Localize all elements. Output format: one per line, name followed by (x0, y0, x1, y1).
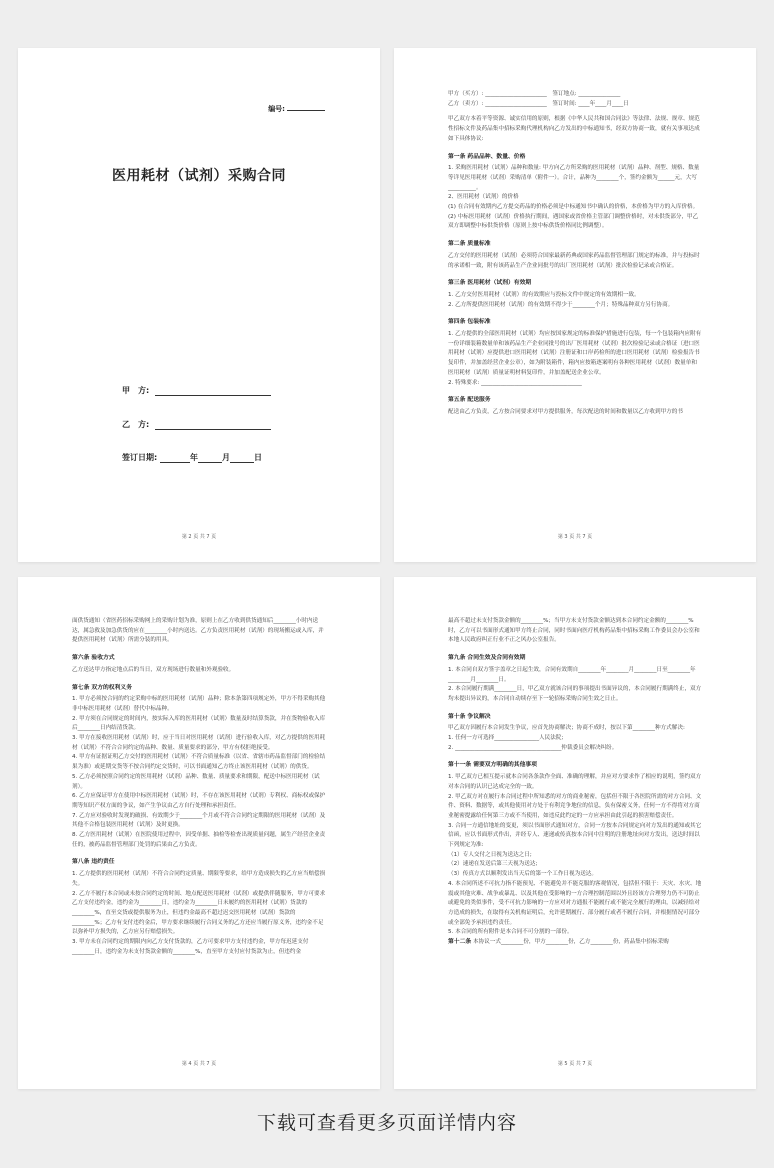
paragraph: （3）传真方式以顺利发出当天后的第一个工作日视为送达。 (448, 871, 597, 878)
paragraph: 1. 本合同自双方签字盖章之日起生效，合同有效期自________年________月________日至________年________月________日。 (448, 666, 696, 683)
paragraph: 2. 本合同履行期满________日，甲乙双方就该合同的事项提出书面异议的，本合同履行期满终止，双方均未提出异议的，本合同自动续存至下一轮招标采购合同生效之日止。 (448, 686, 702, 702)
paragraph: 1. 乙方提供的全部医用耗材（试剂）均应按国家规定的标准保护措施进行包装，每一个包装箱内应附有一份详细装箱数量单和该药品生产企业同批号的出厂医用耗材（试剂）批次检验记录或合格证（进口医用耗材（试剂）应提供进口医用耗材（试剂）注册证和口岸药检所的进口医用耗材（试剂）检验报告书复印件，并加盖经营企业公章），如为附装箱件，箱内应按箱逐案明有各种医用耗材（试剂）数量单和医用耗材（试剂）质量证明材料复印件，并加盖配送企业公章。 (448, 331, 702, 376)
year-label: 年 (190, 453, 198, 462)
page-number: 第 5 页 共 7 页 (557, 1061, 593, 1067)
paragraph: 2. ______________________________________仲裁委员会解决纠纷。 (448, 744, 618, 751)
intro-paragraph: 甲乙双方本着平等资源、诚实信用的原则，根据《中华人民共和国合同法》等法律、法规、规章、规范性招标文件及药品集中招标采购代理机构向乙方发出的中标通知书，经双方协商一致，就有关事项达成如下具体协议: (448, 116, 700, 142)
contract-number-blank (287, 110, 325, 111)
paragraph: 本协议一式________份，甲方________份，乙方________份，药品集中招标采购 (472, 939, 669, 946)
paragraph: 3. 合同一方通信地址的变更，须以书面形式通知对方，合同一方按本合同规定向对方发出的通知或其它信函，应以书面形式作出，并经专人、速递或传真按本合同中注明的注册地址向对方发出，送达时间以下列规定为准: (448, 822, 702, 849)
contract-page-cover (18, 48, 380, 562)
day-label: 日 (254, 453, 262, 462)
download-more-caption[interactable]: 下载可查看更多页面详情内容 (256, 1112, 517, 1134)
page-body (448, 90, 702, 418)
paragraph: 1. 甲方必须按合同的约定采购中标的医用耗材（试剂）品种；除本条第四项规定外，甲方不得采购其他非中标医用耗材（试剂）替代中标品种。 (72, 696, 326, 712)
paragraph: 5. 乙方必须按照合同约定的医用耗材（试剂）品种、数量、质量要求和期限，配送中标医用耗材（试剂）。 (72, 773, 320, 790)
section-heading: 第九条 合同生效及合同有效期 (448, 655, 526, 662)
paragraph: 1. 甲乙双方已相互提示就本合同各条款作全面、准确的理解，并应对方要求作了相应的说明，签约双方对本合同的认识已达成完全的一致。 (448, 774, 702, 790)
paragraph: (2) 中标医用耗材（试剂）价格执行期间，遇国家或省价格主管部门调整价格时，对未供货部分，甲乙双方即调整中标供货价格（原则上按中标供货价格同比例调整）。 (448, 213, 699, 230)
sign-date-row (122, 452, 262, 463)
party-b-label: 乙 方: (122, 420, 150, 429)
paragraph: 2. 甲乙双方对在履行本合同过程中所知悉的对方的商业秘密，包括但不限于各医院所需的对方合同、文件、资料、数据等，或其他使用对方处于有利竞争地位的信息，负有保密义务，任何一方不得将对方商业秘密提露给任何第三方或不当使用，如违反此约定的一方应承担由此引起的损害赔偿责任。 (448, 793, 702, 819)
paragraph: 2. 特殊要求: ____________________________________ (448, 379, 582, 386)
paragraph: 2、医用耗材（试剂）的价格 (448, 194, 519, 201)
month-blank (198, 453, 222, 463)
paragraph: 5. 本合同的所有附件是本合同不可分割的一部份。 (448, 929, 573, 936)
contract-page-3 (394, 48, 756, 562)
section-heading: 第四条 包装标准 (448, 319, 491, 326)
paragraph: 1. 采购医用耗材（试剂）品种和数量: 甲方向乙方所采购的医用耗材（试剂）品种、剂型、规格、数量等详见医用耗材（试剂）采购清单（附件一）。合计，品种为________个，签约金额为______元，大写__________。 (448, 165, 700, 191)
contract-page-4 (18, 577, 380, 1089)
section-heading: 第十一条 需要双方明确的其他事项 (448, 762, 537, 769)
section-heading: 第十二条 (448, 939, 472, 946)
paragraph: (1) 在合同有效期内乙方提交药品的价格必须是中标通知书中确认的价格，本价格为甲方的入库价格。 (448, 204, 699, 211)
paragraph: （2）速递在发送后第三天视为送达; (448, 861, 538, 868)
section-heading: 第十条 争议解决 (448, 713, 491, 720)
contract-page-5 (394, 577, 756, 1089)
paragraph: 4. 甲方有证据证明乙方交付的医用耗材（试剂）不符合质量标准（以省、省辖市药品监督部门的检验结果为准）或延期交货等不按合同约定交货时，可以书面通知乙方终止该医用耗材（试剂）的供货。 (72, 754, 326, 771)
month-label: 月 (222, 453, 230, 462)
paragraph: 甲乙双方因履行本合同发生争议，应首先协商解决；协商不成时，按以下第________种方式解决: (448, 725, 685, 732)
section-heading: 第八条 违约责任 (72, 859, 115, 866)
page-body (448, 617, 702, 948)
paragraph: 2. 乙方不履行本合同或未按合同约定的时间、地点配送医用耗材（试剂）或提供伴随服务，甲方可要求乙方支付违约金，违约金为________日，违约金为________日未履约的医用耗材（试剂）货款的________%，直至交货或提供服务为止，但违约金最高不超过迟交医用耗材（试剂）货款的________%；乙方有支付违约金后，甲方要求继续履行合同义务的乙方还应当履行原义务，违约金不足以弥补甲方损失的，乙方应另行赔偿损失。 (72, 890, 326, 936)
party-b-row (122, 419, 271, 430)
page-number: 第 3 页 共 7 页 (557, 534, 593, 540)
section-heading: 第五条 配送服务 (448, 397, 491, 404)
page-number: 第 4 页 共 7 页 (181, 1061, 217, 1067)
sign-date-label: 签订日期: (122, 453, 158, 462)
paragraph: 面供货通知（省医药招标采购网上的采购计划为准，原则上在乙方收到供货通知后________小时内送达，属急救及加急供货的应在________小时内送达。乙方负责医用耗材（试剂）的现场搬运或入库，并提供医用耗材（试剂）所需分装的用具。 (72, 618, 324, 644)
contract-number-label: 编号: (268, 105, 285, 113)
party-a-row (122, 385, 271, 396)
party-b-blank (155, 420, 271, 430)
paragraph: 8. 乙方医用耗材（试剂）在医院使用过程中，因受单据、抽检等检查出现质量问题，属生产经营企业责任的，被药品监督管理部门处罚的后果由乙方负责。 (72, 832, 326, 848)
paragraph: 7. 乙方应对验收时发现的破损、有效期少于________个月或不符合合同约定期限的医用耗材（试剂）及其他不合格包装医用耗材（试剂）及时更换。 (72, 812, 326, 829)
page-body (72, 617, 326, 958)
paragraph: 3. 甲方在接收医用耗材（试剂）时，应于当日对医用耗材（试剂）进行验收入库，对乙方提供的医用耗材（试剂）不符合合同约定的品种、数量、质量要求的部分，甲方有权拒绝接受。 (72, 735, 326, 751)
paragraph: 1. 任何一方可选择________________人民法院; (448, 735, 564, 742)
section-heading: 第三条 医用耗材（试剂）有效期 (448, 280, 532, 287)
paragraph: 2. 甲方须在合同规定的时间内，按实际入库的医用耗材（试剂）数量及时结算货款，并在货物验收入库后________日内结清货款。 (72, 715, 326, 732)
section-heading: 第二条 质量标准 (448, 241, 491, 248)
party-a-blank (155, 386, 271, 396)
contract-number (268, 104, 325, 114)
paragraph: 4. 本合同所述不可抗力指不能预见、不能避免并不能克服的客观情况，包括但不限于：天灾、水灾、地震或其他灾难、战争或暴乱、以及其他在受影响的一方合理控制范围以外且经该方合理努力仍不可防止或避免的类似事件，受不可抗力影响的一方应对对方通报不能履行或不能完全履行的理由，以减轻给对方造成的损失，在取得有关机构证明后，允许延期履行、部分履行或者不履行合同，并根据情况可部分或全部免予承担违约责任。 (448, 880, 702, 926)
section-heading: 第一条 药品品种、数量、价格 (448, 153, 526, 160)
day-blank (230, 453, 254, 463)
page-number: 第 2 页 共 7 页 (181, 534, 217, 540)
paragraph: 最高不超过未支付货款金额的________%；当甲方未支付货款金额达到本合同约定金额的________%时，乙方可以书面形式通知甲方终止合同，同时书面向医疗机构药品集中招标采购工作委员会办公室和本地人民政府纠正行业不正之风办公室报告。 (448, 618, 700, 644)
paragraph: （1）专人交付之日视为送达之日; (448, 851, 532, 858)
paragraph: 1. 乙方交付医用耗材（试剂）的有效期应与投标文件中规定的有效期相一致。 (448, 291, 640, 298)
paragraph: 配送由乙方负责，乙方按合同要求对甲方提供服务，每次配送的时间和数量以乙方收到甲方的书 (448, 408, 683, 415)
party-a-line: 甲方（买方）: ______________________ 签订地点: _______________ (448, 91, 621, 97)
paragraph: 乙方交付的医用耗材（试剂）必须符合国家最新药典或国家药品监督管理部门规定的标准，并与投标时的承诺相一致，附有该药品生产企业同批号的出厂医用耗材（试剂）批次检验记录或合格证。 (448, 252, 700, 269)
party-a-label: 甲 方: (122, 386, 150, 395)
paragraph: 2. 乙方所提供医用耗材（试剂）的有效期不得少于________个月；特殊品种双方另行协商。 (448, 301, 674, 308)
document-title: 医用耗材（试剂）采购合同 (112, 168, 286, 184)
party-b-line: 乙方（卖方）: ______________________ 签订时间: ____年____月____日 (448, 100, 629, 107)
paragraph: 1. 乙方提供的医用耗材（试剂）不符合合同约定质量、期限等要求，给甲方造成损失的乙方应当赔偿损失。 (72, 871, 326, 887)
section-heading: 第六条 验收方式 (72, 655, 115, 662)
paragraph: 3. 甲方未在合同约定的期限内向乙方支付货款的，乙方可要求甲方支付违约金，甲方每迟延支付________日，违约金为未支付货款金额的________%，直至甲方支付应付货款为止，但违约金 (72, 939, 309, 955)
section-heading: 第七条 双方的权利义务 (72, 684, 132, 691)
paragraph: 乙方送达甲方指定地点后的当日，双方现场进行数量和外观验收。 (72, 666, 235, 673)
year-blank (160, 453, 190, 463)
paragraph: 6. 乙方应保证甲方在使用中标医用耗材（试剂）时，不存在该医用耗材（试剂）专利权、商标权或保护期等知识产权方面的争议，如产生争议由乙方自行处理和承担责任。 (72, 793, 326, 809)
